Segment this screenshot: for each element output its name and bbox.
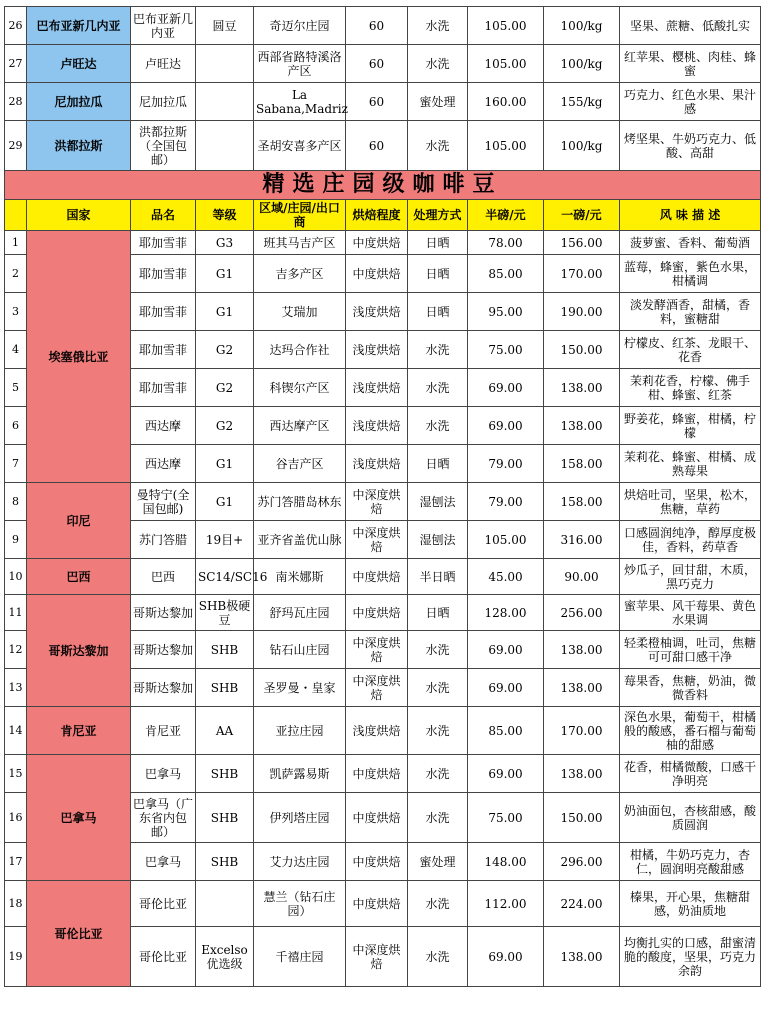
cell-region: 圣胡安喜多产区	[254, 121, 346, 171]
cell-roast: 中深度烘焙	[346, 483, 408, 521]
cell-grade: Excelso优选级	[196, 927, 254, 987]
cell-roast: 浅度烘焙	[346, 407, 408, 445]
cell-half: 105.00	[468, 121, 544, 171]
cell-pound: 170.00	[544, 255, 620, 293]
table-row	[5, 121, 761, 171]
cell-pound: 155/kg	[544, 83, 620, 121]
cell-half: 75.00	[468, 793, 544, 843]
cell-process: 湿刨法	[408, 521, 468, 559]
cell-region: La Sabana,Madriz	[254, 83, 346, 121]
cell-grade	[196, 121, 254, 171]
cell-pound: 316.00	[544, 521, 620, 559]
cell-grade: SHB极硬豆	[196, 595, 254, 631]
cell-flavor: 烘焙吐司，坚果，松木，焦糖，草药	[620, 483, 761, 521]
cell-flavor: 榛果，开心果，焦糖甜感，奶油质地	[620, 881, 761, 927]
cell-country: 印尼	[27, 483, 131, 559]
cell-flavor: 巧克力、红色水果、果汁感	[620, 83, 761, 121]
cell-name: 耶加雪菲	[131, 369, 196, 407]
cell-half: 69.00	[468, 631, 544, 669]
cell-pound: 90.00	[544, 559, 620, 595]
cell-region: 圣罗曼・皇家	[254, 669, 346, 707]
cell-pound: 158.00	[544, 445, 620, 483]
header-half: 半磅/元	[468, 200, 544, 231]
cell-no: 16	[5, 793, 27, 843]
cell-flavor: 莓果香，焦糖，奶油，微微香料	[620, 669, 761, 707]
cell-pound: 170.00	[544, 707, 620, 755]
cell-region: 达玛合作社	[254, 331, 346, 369]
section-title: 精选庄园级咖啡豆	[5, 171, 761, 200]
table-row	[5, 707, 761, 755]
cell-process: 水洗	[408, 45, 468, 83]
cell-grade: SHB	[196, 755, 254, 793]
cell-grade: G1	[196, 293, 254, 331]
header-row	[5, 200, 761, 231]
cell-roast: 60	[346, 121, 408, 171]
cell-name: 耶加雪菲	[131, 331, 196, 369]
cell-process: 湿刨法	[408, 483, 468, 521]
cell-process: 蜜处理	[408, 83, 468, 121]
cell-half: 69.00	[468, 407, 544, 445]
coffee-price-sheet	[4, 6, 761, 987]
cell-roast: 浅度烘焙	[346, 331, 408, 369]
cell-name: 苏门答腊	[131, 521, 196, 559]
cell-grade	[196, 881, 254, 927]
cell-flavor: 深色水果，葡萄干，柑橘般的酸感，番石榴与葡萄柚的甜感	[620, 707, 761, 755]
cell-no: 7	[5, 445, 27, 483]
cell-name: 哥斯达黎加	[131, 669, 196, 707]
cell-grade: SHB	[196, 843, 254, 881]
cell-pound: 150.00	[544, 793, 620, 843]
cell-region: 谷吉产区	[254, 445, 346, 483]
cell-pound: 224.00	[544, 881, 620, 927]
cell-region: 舒玛瓦庄园	[254, 595, 346, 631]
cell-roast: 浅度烘焙	[346, 369, 408, 407]
cell-roast: 浅度烘焙	[346, 293, 408, 331]
cell-roast: 中度烘焙	[346, 595, 408, 631]
header-name: 品名	[131, 200, 196, 231]
cell-region: 亚拉庄园	[254, 707, 346, 755]
cell-no: 6	[5, 407, 27, 445]
cell-pound: 100/kg	[544, 121, 620, 171]
cell-pound: 296.00	[544, 843, 620, 881]
cell-grade: SHB	[196, 793, 254, 843]
cell-roast: 中度烘焙	[346, 559, 408, 595]
cell-name: 西达摩	[131, 445, 196, 483]
cell-half: 45.00	[468, 559, 544, 595]
cell-region: 西部省路特溪洛产区	[254, 45, 346, 83]
cell-region: 科锲尔产区	[254, 369, 346, 407]
cell-region: 慧兰（钻石庄园）	[254, 881, 346, 927]
table-row	[5, 483, 761, 521]
cell-roast: 60	[346, 83, 408, 121]
cell-no: 18	[5, 881, 27, 927]
cell-region: 奇迈尔庄园	[254, 7, 346, 45]
cell-no: 5	[5, 369, 27, 407]
cell-flavor: 柠檬皮、红茶、龙眼干、花香	[620, 331, 761, 369]
header-grade: 等级	[196, 200, 254, 231]
cell-process: 蜜处理	[408, 843, 468, 881]
cell-flavor: 坚果、蔗糖、低酸扎实	[620, 7, 761, 45]
table-row	[5, 231, 761, 255]
cell-region: 亚齐省盖优山脉	[254, 521, 346, 559]
cell-half: 160.00	[468, 83, 544, 121]
cell-half: 79.00	[468, 483, 544, 521]
cell-region: 吉多产区	[254, 255, 346, 293]
cell-process: 日晒	[408, 445, 468, 483]
cell-name: 哥伦比亚	[131, 881, 196, 927]
cell-flavor: 淡发酵酒香，甜橘，香料，蜜糖甜	[620, 293, 761, 331]
cell-no: 3	[5, 293, 27, 331]
cell-process: 水洗	[408, 369, 468, 407]
cell-half: 112.00	[468, 881, 544, 927]
cell-no: 17	[5, 843, 27, 881]
cell-region: 艾力达庄园	[254, 843, 346, 881]
cell-name: 尼加拉瓜	[131, 83, 196, 121]
cell-no: 1	[5, 231, 27, 255]
cell-process: 水洗	[408, 755, 468, 793]
cell-name: 洪都拉斯（全国包邮）	[131, 121, 196, 171]
cell-flavor: 烤坚果、牛奶巧克力、低酸、高甜	[620, 121, 761, 171]
cell-name: 肯尼亚	[131, 707, 196, 755]
cell-grade	[196, 83, 254, 121]
cell-process: 水洗	[408, 331, 468, 369]
cell-flavor: 野姜花，蜂蜜，柑橘，柠檬	[620, 407, 761, 445]
cell-flavor: 茉莉花、蜂蜜、柑橘、成熟莓果	[620, 445, 761, 483]
cell-pound: 138.00	[544, 631, 620, 669]
cell-grade: 19目+	[196, 521, 254, 559]
cell-pound: 138.00	[544, 927, 620, 987]
cell-grade: G2	[196, 407, 254, 445]
cell-half: 78.00	[468, 231, 544, 255]
cell-half: 105.00	[468, 45, 544, 83]
header-process: 处理方式	[408, 200, 468, 231]
cell-no: 28	[5, 83, 27, 121]
cell-pound: 156.00	[544, 231, 620, 255]
cell-name: 西达摩	[131, 407, 196, 445]
cell-country: 哥斯达黎加	[27, 595, 131, 707]
cell-roast: 中度烘焙	[346, 881, 408, 927]
cell-no: 11	[5, 595, 27, 631]
cell-half: 85.00	[468, 707, 544, 755]
cell-process: 日晒	[408, 255, 468, 293]
cell-region: 南米娜斯	[254, 559, 346, 595]
cell-no: 10	[5, 559, 27, 595]
cell-no: 9	[5, 521, 27, 559]
cell-roast: 中度烘焙	[346, 793, 408, 843]
cell-no: 19	[5, 927, 27, 987]
cell-country: 埃塞俄比亚	[27, 231, 131, 483]
cell-flavor: 奶油面包，杏核甜感，酸质圆润	[620, 793, 761, 843]
cell-half: 69.00	[468, 669, 544, 707]
cell-grade: SHB	[196, 631, 254, 669]
cell-half: 105.00	[468, 7, 544, 45]
table-row	[5, 755, 761, 793]
cell-process: 水洗	[408, 927, 468, 987]
cell-name: 巴拿马	[131, 755, 196, 793]
cell-grade: 圆豆	[196, 7, 254, 45]
cell-name: 卢旺达	[131, 45, 196, 83]
cell-process: 水洗	[408, 121, 468, 171]
cell-roast: 浅度烘焙	[346, 707, 408, 755]
cell-half: 85.00	[468, 255, 544, 293]
cell-process: 日晒	[408, 293, 468, 331]
section-title-row	[5, 171, 761, 200]
cell-process: 水洗	[408, 407, 468, 445]
cell-roast: 60	[346, 7, 408, 45]
cell-flavor: 蜜苹果、风干莓果、黄色水果调	[620, 595, 761, 631]
cell-process: 日晒	[408, 231, 468, 255]
cell-no: 29	[5, 121, 27, 171]
table-row	[5, 559, 761, 595]
cell-region: 钻石山庄园	[254, 631, 346, 669]
cell-process: 水洗	[408, 881, 468, 927]
cell-pound: 138.00	[544, 669, 620, 707]
cell-roast: 中深度烘焙	[346, 521, 408, 559]
cell-no: 14	[5, 707, 27, 755]
cell-roast: 中深度烘焙	[346, 631, 408, 669]
cell-flavor: 蓝莓，蜂蜜，紫色水果，柑橘调	[620, 255, 761, 293]
table-row	[5, 7, 761, 45]
table-row	[5, 595, 761, 631]
cell-grade: G3	[196, 231, 254, 255]
cell-country: 肯尼亚	[27, 707, 131, 755]
cell-no: 13	[5, 669, 27, 707]
cell-half: 69.00	[468, 927, 544, 987]
table-row	[5, 881, 761, 927]
cell-pound: 100/kg	[544, 45, 620, 83]
cell-roast: 中度烘焙	[346, 755, 408, 793]
cell-flavor: 花香，柑橘微酸，口感干净明亮	[620, 755, 761, 793]
cell-no: 27	[5, 45, 27, 83]
cell-half: 69.00	[468, 755, 544, 793]
cell-name: 巴布亚新几内亚	[131, 7, 196, 45]
cell-pound: 138.00	[544, 369, 620, 407]
header-pound: 一磅/元	[544, 200, 620, 231]
cell-name: 耶加雪菲	[131, 231, 196, 255]
cell-pound: 138.00	[544, 407, 620, 445]
cell-flavor: 轻柔橙柚调，吐司，焦糖可可甜口感干净	[620, 631, 761, 669]
cell-no: 8	[5, 483, 27, 521]
cell-region: 苏门答腊岛林东	[254, 483, 346, 521]
cell-no: 4	[5, 331, 27, 369]
cell-process: 半日晒	[408, 559, 468, 595]
cell-flavor: 红苹果、樱桃、肉桂、蜂蜜	[620, 45, 761, 83]
cell-no: 12	[5, 631, 27, 669]
cell-pound: 138.00	[544, 755, 620, 793]
cell-grade: SC14/SC16	[196, 559, 254, 595]
cell-process: 日晒	[408, 595, 468, 631]
cell-name: 巴西	[131, 559, 196, 595]
cell-name: 巴拿马	[131, 843, 196, 881]
cell-grade: SHB	[196, 669, 254, 707]
cell-flavor: 均衡扎实的口感，甜蜜清脆的酸度，坚果，巧克力余韵	[620, 927, 761, 987]
cell-grade	[196, 45, 254, 83]
cell-half: 105.00	[468, 521, 544, 559]
cell-country: 卢旺达	[27, 45, 131, 83]
cell-name: 哥斯达黎加	[131, 631, 196, 669]
cell-flavor: 茉莉花香，柠檬、佛手柑、蜂蜜、红茶	[620, 369, 761, 407]
cell-roast: 中度烘焙	[346, 231, 408, 255]
cell-region: 艾瑞加	[254, 293, 346, 331]
header-region: 区域/庄园/出口商	[254, 200, 346, 231]
cell-half: 148.00	[468, 843, 544, 881]
table-row	[5, 45, 761, 83]
cell-country: 尼加拉瓜	[27, 83, 131, 121]
cell-grade: G1	[196, 483, 254, 521]
cell-region: 西达摩产区	[254, 407, 346, 445]
header-roast: 烘焙程度	[346, 200, 408, 231]
cell-flavor: 炒瓜子，回甘甜，木质，黑巧克力	[620, 559, 761, 595]
cell-country: 巴西	[27, 559, 131, 595]
cell-roast: 浅度烘焙	[346, 445, 408, 483]
cell-process: 水洗	[408, 631, 468, 669]
cell-region: 千禧庄园	[254, 927, 346, 987]
cell-grade: AA	[196, 707, 254, 755]
header-country: 国家	[27, 200, 131, 231]
cell-region: 伊列塔庄园	[254, 793, 346, 843]
cell-country: 洪都拉斯	[27, 121, 131, 171]
cell-no: 15	[5, 755, 27, 793]
table-row	[5, 83, 761, 121]
cell-grade: G2	[196, 331, 254, 369]
cell-process: 水洗	[408, 669, 468, 707]
cell-flavor: 柑橘，牛奶巧克力，杏仁，圆润明亮酸甜感	[620, 843, 761, 881]
cell-pound: 158.00	[544, 483, 620, 521]
cell-name: 巴拿马（广东省内包邮）	[131, 793, 196, 843]
cell-grade: G2	[196, 369, 254, 407]
cell-process: 水洗	[408, 707, 468, 755]
cell-flavor: 口感圆润纯净，醇厚度极佳，香料，药草香	[620, 521, 761, 559]
cell-pound: 256.00	[544, 595, 620, 631]
cell-pound: 100/kg	[544, 7, 620, 45]
cell-roast: 60	[346, 45, 408, 83]
cell-name: 哥伦比亚	[131, 927, 196, 987]
cell-half: 69.00	[468, 369, 544, 407]
cell-pound: 190.00	[544, 293, 620, 331]
cell-roast: 中深度烘焙	[346, 669, 408, 707]
cell-half: 95.00	[468, 293, 544, 331]
cell-process: 水洗	[408, 793, 468, 843]
cell-grade: G1	[196, 255, 254, 293]
header-no	[5, 200, 27, 231]
cell-region: 班其马吉产区	[254, 231, 346, 255]
cell-half: 79.00	[468, 445, 544, 483]
cell-roast: 中度烘焙	[346, 255, 408, 293]
cell-name: 耶加雪菲	[131, 293, 196, 331]
cell-name: 哥斯达黎加	[131, 595, 196, 631]
cell-pound: 150.00	[544, 331, 620, 369]
cell-name: 耶加雪菲	[131, 255, 196, 293]
cell-region: 凯萨露易斯	[254, 755, 346, 793]
cell-roast: 中度烘焙	[346, 843, 408, 881]
cell-country: 巴拿马	[27, 755, 131, 881]
cell-roast: 中深度烘焙	[346, 927, 408, 987]
cell-process: 水洗	[408, 7, 468, 45]
cell-name: 曼特宁(全国包邮)	[131, 483, 196, 521]
header-flavor: 风 味 描 述	[620, 200, 761, 231]
cell-country: 哥伦比亚	[27, 881, 131, 987]
cell-no: 2	[5, 255, 27, 293]
cell-no: 26	[5, 7, 27, 45]
cell-flavor: 菠萝蜜、香料、葡萄酒	[620, 231, 761, 255]
cell-country: 巴布亚新几内亚	[27, 7, 131, 45]
cell-grade: G1	[196, 445, 254, 483]
cell-half: 75.00	[468, 331, 544, 369]
cell-half: 128.00	[468, 595, 544, 631]
